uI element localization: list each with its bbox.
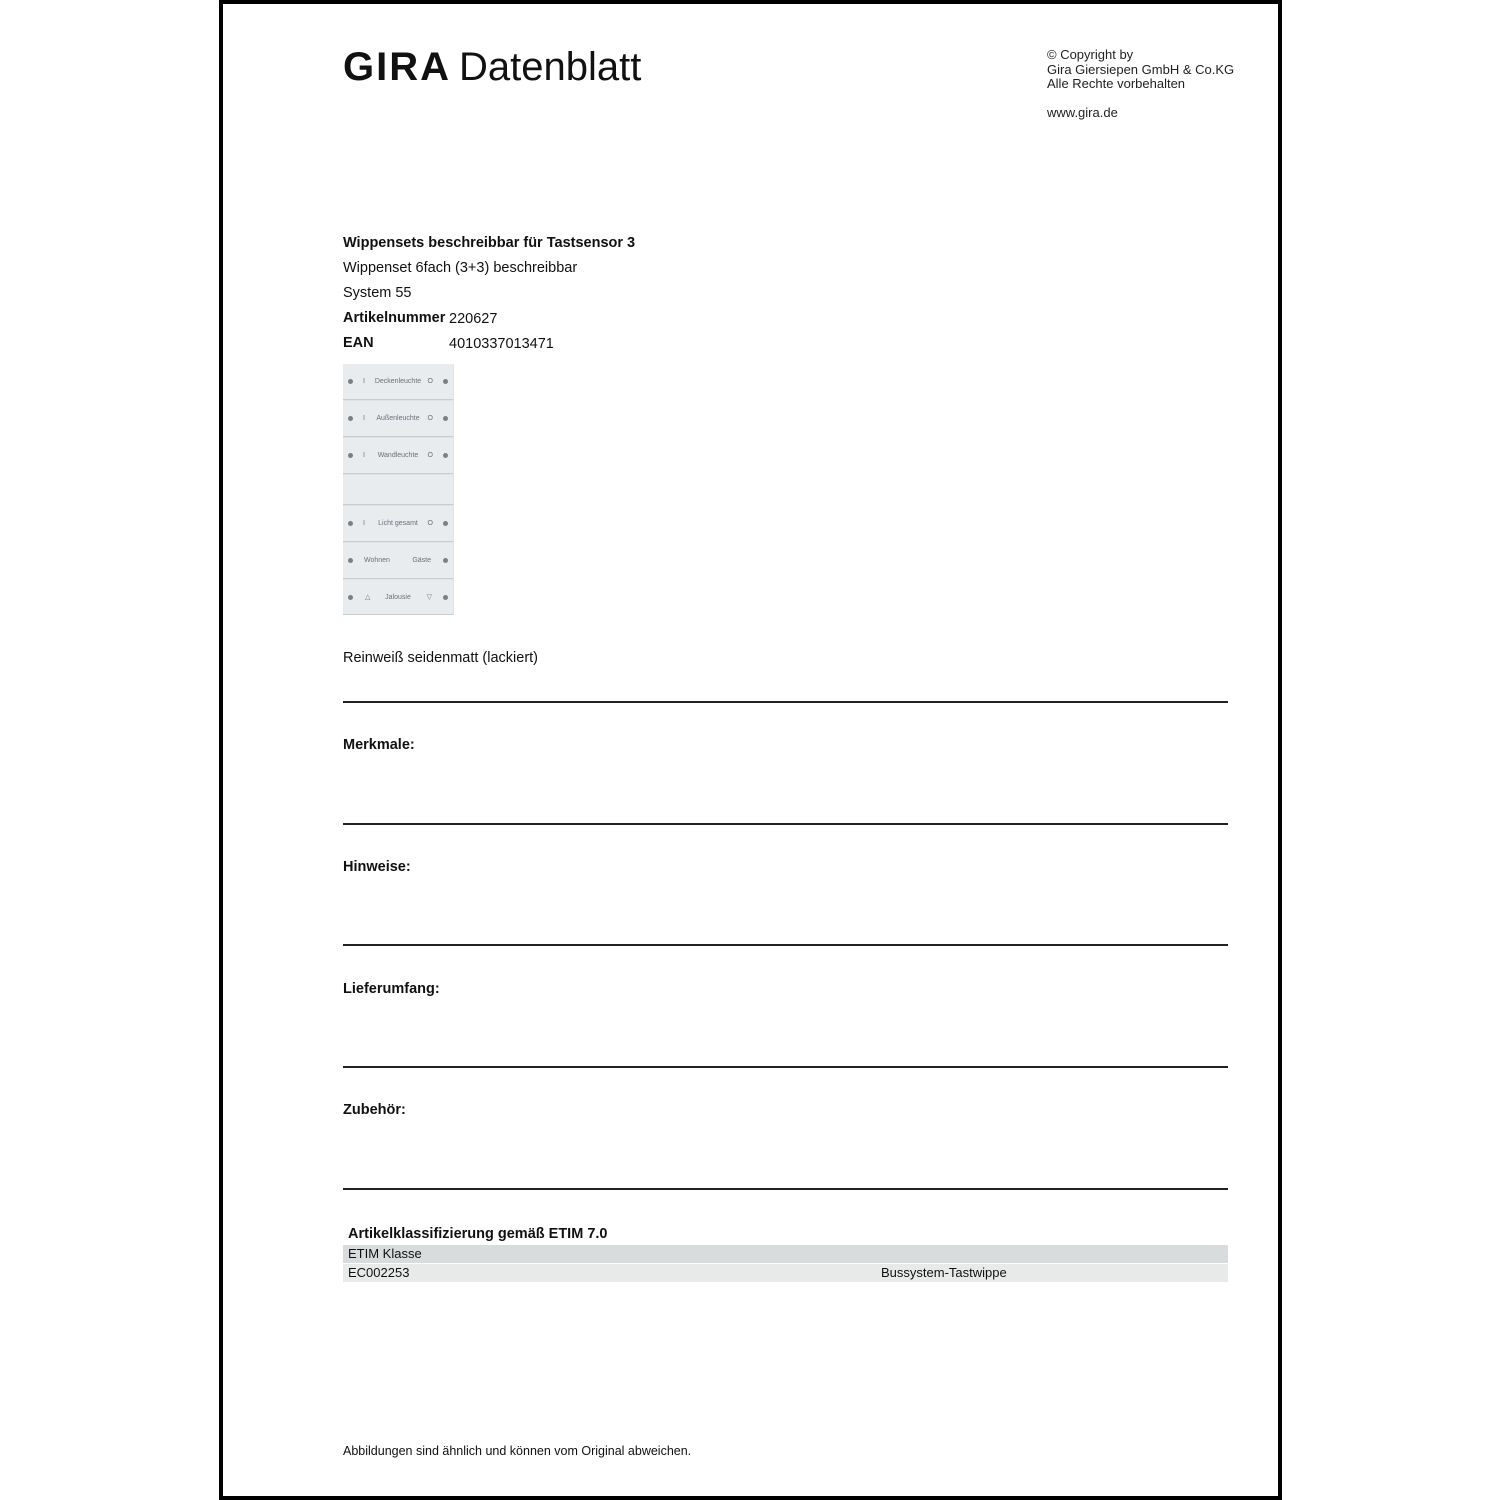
product-name: Wippenset 6fach (3+3) beschreibbar [343, 260, 578, 276]
copyright-line: Alle Rechte vorbehalten [1047, 76, 1186, 91]
article-number-label: Artikelnummer [343, 310, 446, 326]
ean-value: 4010337013471 [449, 336, 554, 352]
gira-logo [343, 44, 641, 90]
down-triangle-icon: ▽ [426, 594, 432, 601]
etim-data-row [343, 1264, 1228, 1282]
rocker-label: Außenleuchte [376, 415, 420, 422]
rocker-2 [343, 401, 453, 437]
rocker-5 [343, 543, 453, 579]
divider [343, 1066, 1228, 1068]
article-number-value: 220627 [449, 311, 498, 327]
off-symbol-icon: O [427, 452, 433, 459]
on-symbol-icon: I [363, 378, 365, 385]
rocker-3 [343, 438, 453, 474]
led-dot-icon [443, 416, 448, 421]
ean-label: EAN [343, 335, 374, 351]
divider [343, 944, 1228, 946]
led-dot-icon [443, 521, 448, 526]
section-lieferumfang-heading: Lieferumfang: [343, 981, 440, 997]
product-finish: Reinweiß seidenmatt (lackiert) [343, 650, 539, 666]
off-symbol-icon: O [427, 378, 433, 385]
section-merkmale-heading: Merkmale: [343, 737, 415, 753]
led-dot-icon [348, 558, 353, 563]
product-image [343, 364, 454, 615]
led-dot-icon [443, 595, 448, 600]
section-hinweise-heading: Hinweise: [343, 859, 411, 875]
led-dot-icon [443, 379, 448, 384]
rocker-label-right: Gäste [412, 557, 431, 564]
divider [343, 1188, 1228, 1190]
copyright-line: Gira Giersiepen GmbH & Co.KG [1047, 61, 1235, 77]
led-dot-icon [443, 453, 448, 458]
product-category: Wippensets beschreibbar für Tastsensor 3 [343, 235, 636, 251]
divider [343, 701, 1228, 703]
product-system: System 55 [343, 285, 412, 301]
document-title: Datenblatt [459, 45, 642, 89]
rocker-label: Deckenleuchte [374, 378, 422, 385]
on-symbol-icon: I [363, 520, 365, 527]
led-dot-icon [443, 558, 448, 563]
brand-name: GIRA [343, 45, 451, 89]
rocker-label: Wandleuchte [377, 452, 419, 459]
rocker-4 [343, 506, 453, 542]
etim-title: Artikelklassifizierung gemäß ETIM 7.0 [348, 1226, 608, 1242]
off-symbol-icon: O [427, 415, 433, 422]
etim-header-row [343, 1245, 1228, 1263]
website-link[interactable]: www.gira.de [1047, 105, 1118, 120]
off-symbol-icon: O [427, 520, 433, 527]
section-zubehoer-heading: Zubehör: [343, 1102, 406, 1118]
rocker-label: Licht gesamt [378, 520, 418, 527]
on-symbol-icon: I [363, 452, 365, 459]
blank-rocker [343, 475, 453, 505]
divider [343, 823, 1228, 825]
rocker-label: Jalousie [385, 593, 411, 601]
etim-class-code: EC002253 [348, 1265, 410, 1280]
copyright-line: © Copyright by [1047, 47, 1134, 62]
rocker-6 [343, 580, 453, 615]
rocker-1 [343, 364, 453, 400]
etim-class-header: ETIM Klasse [348, 1246, 422, 1261]
on-symbol-icon: I [363, 415, 365, 422]
up-triangle-icon: △ [365, 594, 371, 601]
rocker-label-left: Wohnen [364, 557, 390, 564]
disclaimer: Abbildungen sind ähnlich und können vom Original abweichen. [343, 1444, 692, 1458]
copyright-block [1047, 48, 1234, 92]
etim-class-description: Bussystem-Tastwippe [881, 1265, 1007, 1280]
